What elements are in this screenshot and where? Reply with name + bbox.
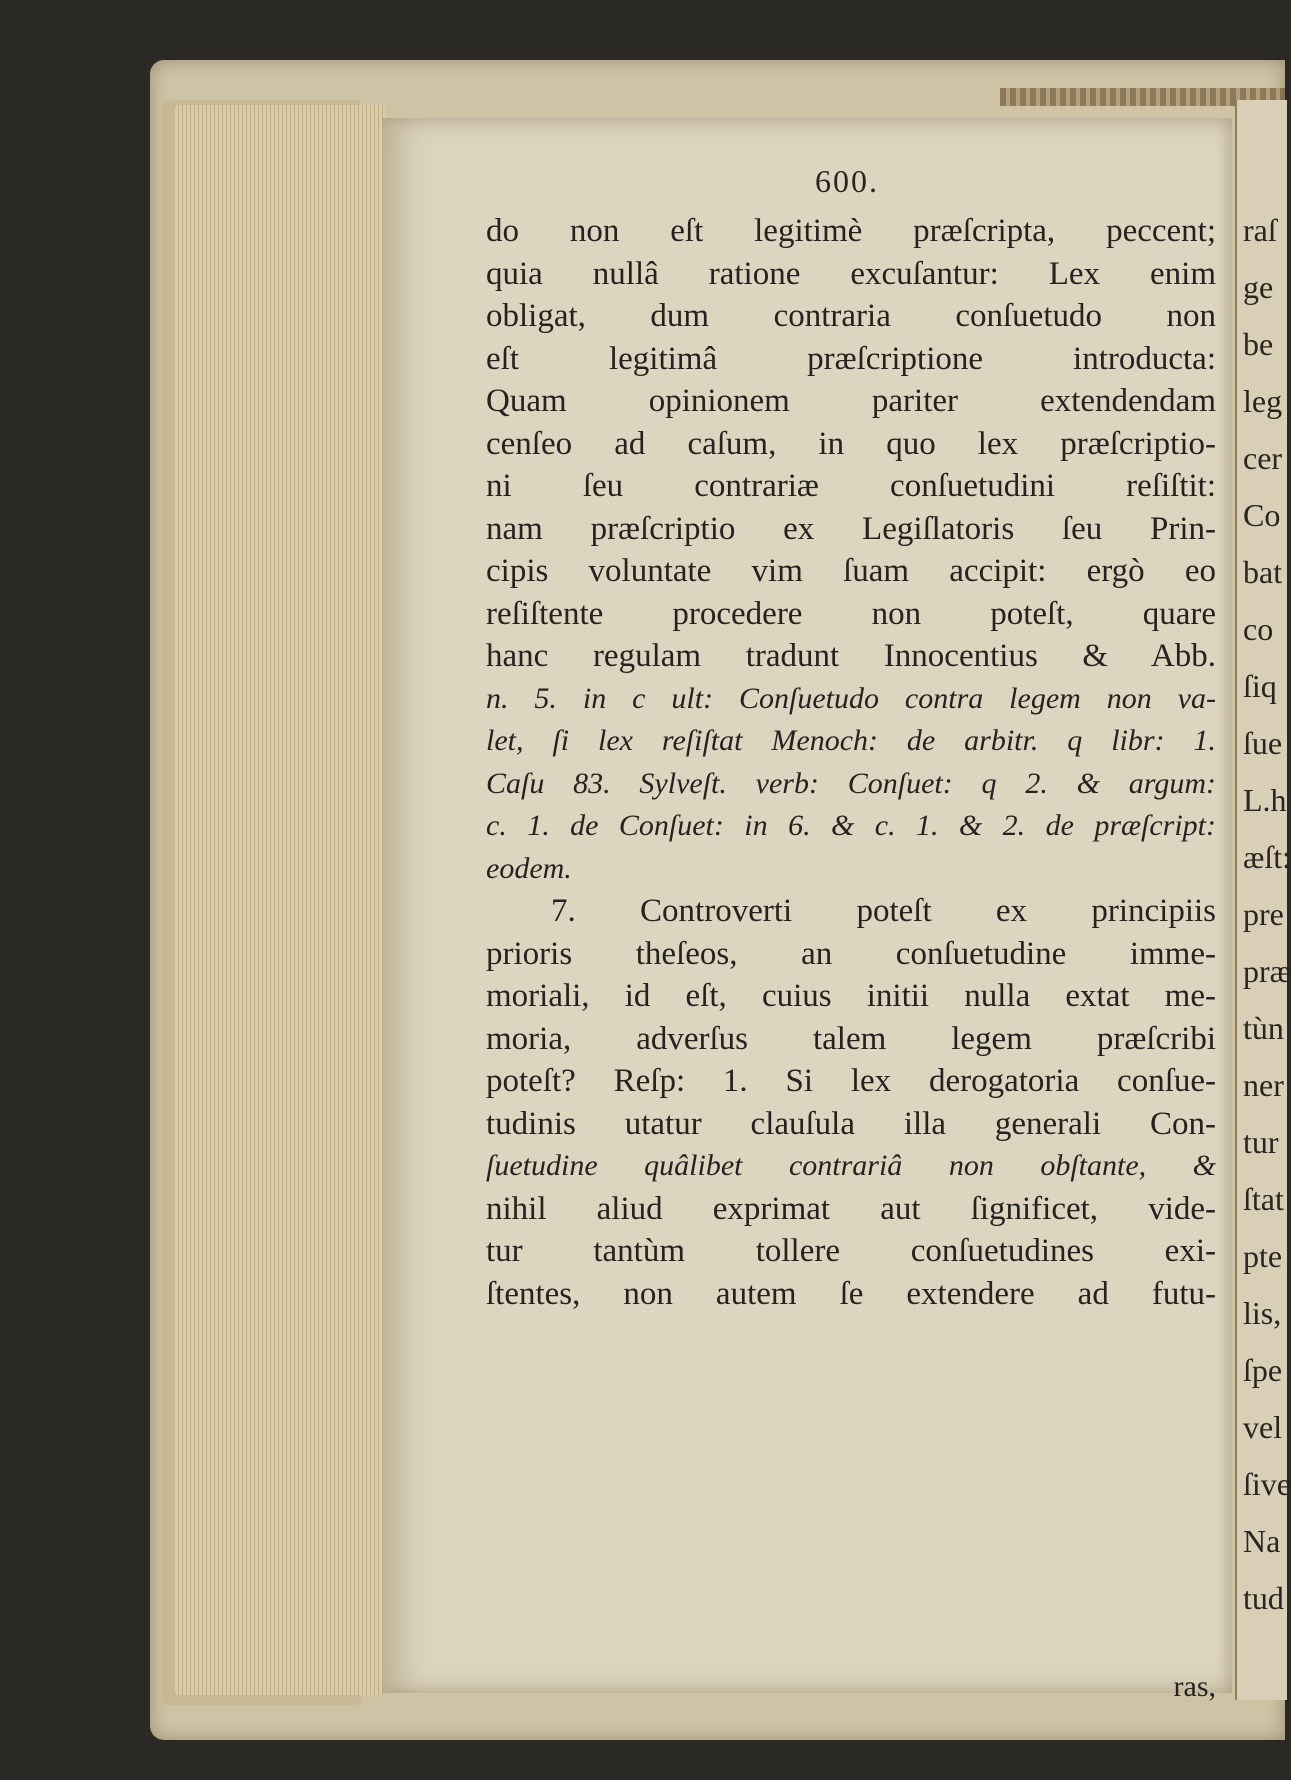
text-line: cenſeo ad caſum, in quo lex præſcriptio-: [486, 425, 1216, 462]
next-page-fragment: ſtat: [1243, 1181, 1284, 1217]
text-line: ſuetudine quâlibet contrariâ non obſtante, &: [486, 1149, 1216, 1182]
next-page-fragment: æſt:: [1243, 839, 1291, 875]
text-line: prioris theſeos, an conſuetudine imme-: [486, 935, 1216, 972]
text-line: reſiſtente procedere non poteſt, quare: [486, 595, 1216, 632]
text-line: c. 1. de Conſuet: in 6. & c. 1. & 2. de præſcript:: [486, 809, 1216, 842]
next-page-fragment: L.h: [1243, 782, 1287, 818]
text-line: nam præſcriptio ex Legiſlatoris ſeu Prin-: [486, 510, 1216, 547]
next-page-fragment: vel: [1243, 1409, 1283, 1445]
catchword: ras,: [1173, 1670, 1216, 1703]
text-block: [486, 210, 1216, 1703]
text-line: eodem.: [486, 851, 572, 885]
text-line: tudinis utatur clauſula illa generali Con-: [486, 1105, 1216, 1142]
next-page-fragment: cer: [1243, 440, 1283, 476]
next-page-fragment: leg: [1243, 383, 1283, 419]
text-line: let, ſi lex reſiſtat Menoch: de arbitr. q libr: 1.: [486, 724, 1216, 757]
page-edges-stack: [175, 105, 385, 1695]
next-page-fragment: raſ: [1243, 212, 1277, 248]
next-page-fragment: tud: [1243, 1580, 1284, 1616]
right-page-fragment: [1235, 100, 1291, 1700]
text-line: ni ſeu contrariæ conſuetudini reſiſtit:: [486, 468, 1216, 504]
next-page-fragment: bat: [1243, 554, 1283, 590]
text-line: eſt legitimâ præſcriptione introducta:: [486, 340, 1216, 377]
next-page-fragment: ſiq: [1243, 668, 1277, 704]
text-line: tur tantùm tollere conſuetudines exi-: [486, 1233, 1216, 1269]
text-line: cipis voluntate vim ſuam accipit: ergò eo: [486, 553, 1216, 589]
text-line: hanc regulam tradunt Innocentius & Abb.: [486, 638, 1216, 674]
text-line: n. 5. in c ult: Conſuetudo contra legem non va-: [486, 681, 1216, 715]
text-line: obligat, dum contraria conſuetudo non: [486, 298, 1216, 334]
next-page-fragment: pre: [1243, 896, 1284, 932]
next-page-fragment: be: [1243, 326, 1274, 362]
text-line: quia nullâ ratione excuſantur: Lex enim: [486, 255, 1216, 292]
next-page-fragment: Co: [1243, 497, 1281, 533]
next-page-fragment: pte: [1243, 1238, 1283, 1274]
next-page-fragment: ge: [1243, 269, 1274, 305]
text-line: Quam opinionem pariter extendendam: [486, 383, 1216, 419]
next-page-fragment: tùn: [1243, 1010, 1284, 1046]
next-page-fragment: præ: [1243, 953, 1291, 989]
next-page-fragment: tur: [1243, 1124, 1279, 1160]
next-page-fragment: lis,: [1243, 1295, 1282, 1331]
page-number: 600.: [815, 163, 879, 199]
next-page-fragment: ſue: [1243, 725, 1283, 761]
text-line: Caſu 83. Sylveſt. verb: Conſuet: q 2. & argum:: [486, 766, 1216, 800]
text-line: ſtentes, non autem ſe extendere ad futu-: [486, 1275, 1216, 1312]
next-page-fragment: ſpe: [1243, 1352, 1283, 1388]
text-line: moriali, id eſt, cuius initii nulla extat me-: [486, 978, 1216, 1014]
text-line: do non eſt legitimè præſcripta, peccent;: [486, 213, 1216, 249]
text-line: 7. Controverti poteſt ex principiis: [551, 893, 1216, 929]
text-line: nihil aliud exprimat aut ſignificet, vide-: [486, 1190, 1216, 1227]
text-line: moria, adverſus talem legem præſcribi: [486, 1020, 1216, 1057]
next-page-fragment: co: [1243, 611, 1274, 647]
next-page-fragment: ner: [1243, 1067, 1284, 1103]
next-page-fragment: Na: [1243, 1523, 1281, 1559]
text-line: poteſt? Reſp: 1. Si lex derogatoria conſue-: [486, 1063, 1216, 1099]
next-page-fragment: ſive: [1243, 1466, 1291, 1502]
